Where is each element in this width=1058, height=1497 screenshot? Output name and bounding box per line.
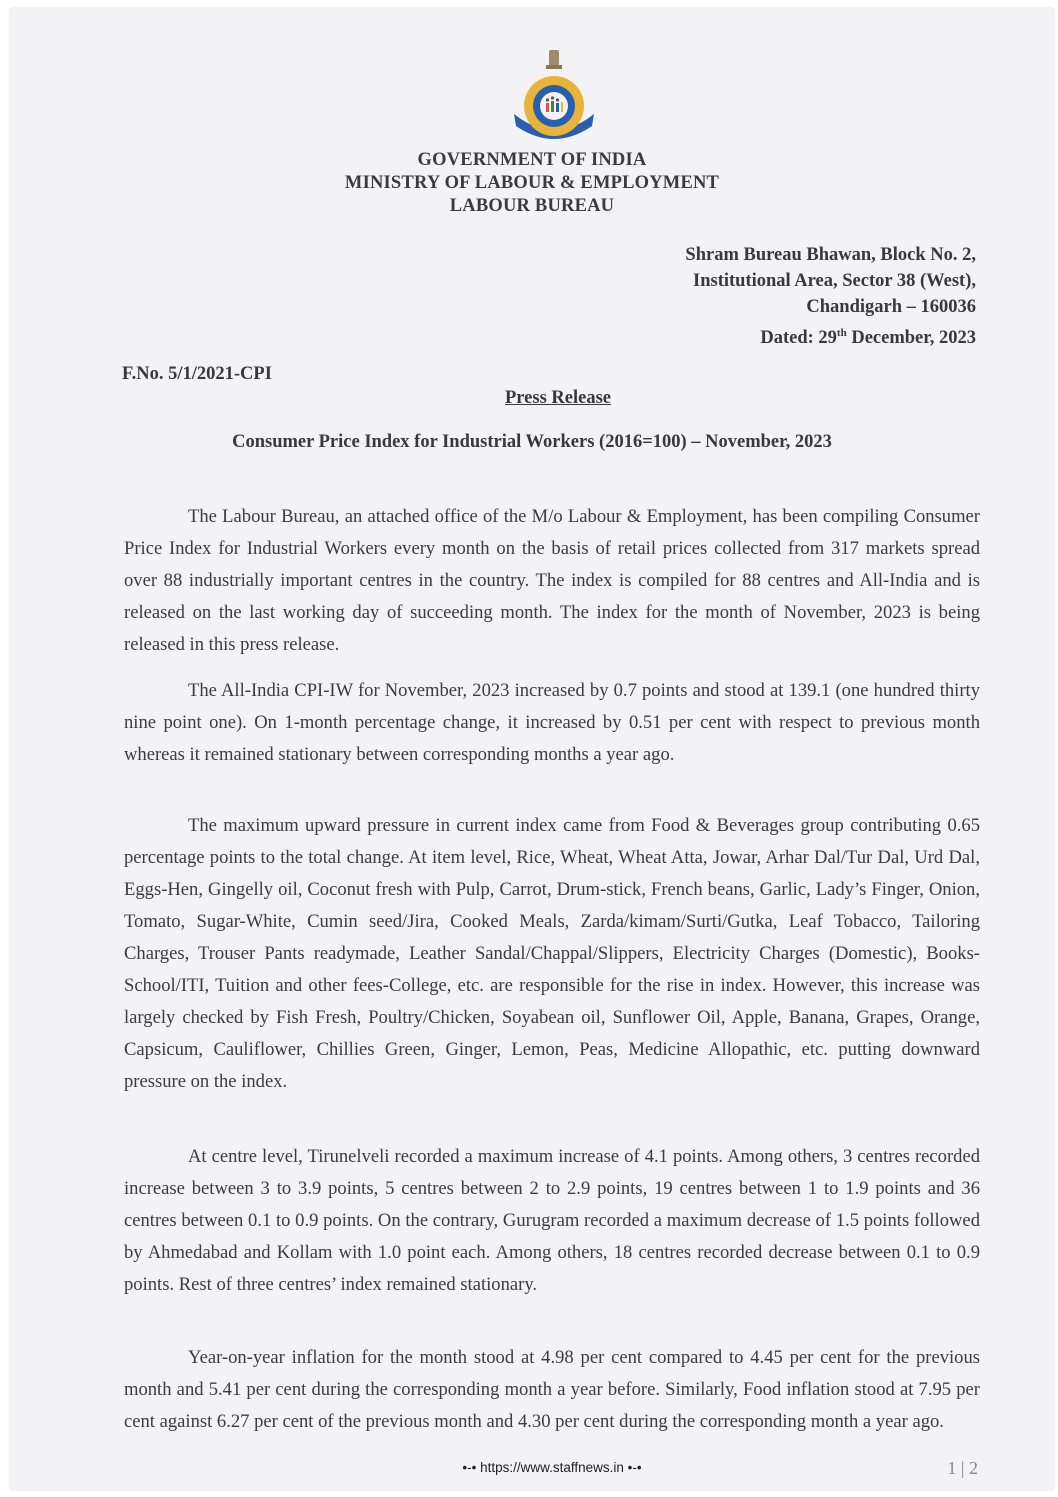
address-line-1: Shram Bureau Bhawan, Block No. 2, bbox=[685, 245, 976, 265]
header-ministry: MINISTRY OF LABOUR & EMPLOYMENT bbox=[344, 173, 720, 193]
date-prefix: Dated: 29 bbox=[760, 328, 837, 349]
press-release-heading: Press Release bbox=[505, 388, 611, 408]
paragraph-all-india-index: The All-India CPI-IW for November, 2023 increased by 0.7 points and stood at 139.1 (one hundred thirty nine point one). On 1-month percentage change, it increased by 0.51 per cent with respect to previous month whereas it remained stationary between corresponding months a year ago. bbox=[124, 679, 980, 765]
file-number: F.No. 5/1/2021-CPI bbox=[122, 364, 272, 384]
address-line-2: Institutional Area, Sector 38 (West), bbox=[693, 271, 976, 291]
footer-watermark: •-• https://www.staffnews.in •-• bbox=[462, 1460, 642, 1475]
paragraph-introduction: The Labour Bureau, an attached office of the M/o Labour & Employment, has been compiling Consumer Price Index for Industrial Workers every month on the basis of retail prices collected from 317 markets spread over 88 industrially important centres in the country. The index is compiled for 88 centres and All-India and is released on the last working day of succeeding month. The index for the month of November, 2023 is being released in this press release. bbox=[124, 505, 980, 655]
labour-bureau-emblem-icon bbox=[508, 48, 600, 148]
paragraph-centre-level: At centre level, Tirunelveli recorded a maximum increase of 4.1 points. Among others, 3 centres recorded increase between 3 to 3.9 points, 5 centres between 2 to 2.9 points, 19 centres between 1 to 1.9 points and 36 centres between 0.1 to 0.9 points. On the contrary, Gurugram recorded a maximum decrease of 1.5 points followed by Ahmedabad and Kollam with 1.0 point each. Among others, 18 centres recorded decrease between 0.1 to 0.9 points. Rest of three centres’ index remained stationary. bbox=[124, 1145, 980, 1295]
document-page bbox=[10, 8, 1054, 1490]
date-line bbox=[685, 320, 976, 351]
page-number: 1 | 2 bbox=[947, 1458, 978, 1478]
address-block bbox=[685, 242, 976, 351]
paragraph-inflation: Year-on-year inflation for the month stood at 4.98 per cent compared to 4.45 per cent for the previous month and 5.41 per cent during the corresponding month a year before. Similarly, Food inflation stood at 7.95 per cent against 6.27 per cent of the previous month and 4.30 per cent during the corresponding month a year ago. bbox=[124, 1346, 980, 1432]
date-ordinal: th bbox=[836, 327, 847, 339]
header-bureau: LABOUR BUREAU bbox=[449, 196, 615, 216]
address-line-3: Chandigarh – 160036 bbox=[806, 297, 976, 317]
header-government: GOVERNMENT OF INDIA bbox=[417, 150, 647, 170]
date-suffix: December, 2023 bbox=[846, 328, 976, 349]
paragraph-item-level: The maximum upward pressure in current index came from Food & Beverages group contributing 0.65 percentage points to the total change. At item level, Rice, Wheat, Wheat Atta, Jowar, Arhar Dal/Tur Dal, Urd Dal, Eggs-Hen, Gingelly oil, Coconut fresh with Pulp, Carrot, Drum-stick, French beans, Garlic, Lady’s Finger, Onion, Tomato, Sugar-White, Cumin seed/Jira, Cooked Meals, Zarda/kimam/Surti/Gutka, Leaf Tobacco, Tailoring Charges, Trouser Pants readymade, Leather Sandal/Chappal/Slippers, Electricity Charges (Domestic), Books-School/ITI, Tuition and other fees-College, etc. are responsible for the rise in index. However, this increase was largely checked by Fish Fresh, Poultry/Chicken, Soyabean oil, Sunflower Oil, Apple, Banana, Grapes, Orange, Capsicum, Cauliflower, Chillies Green, Ginger, Lemon, Peas, Medicine Allopathic, etc. putting downward pressure on the index. bbox=[124, 814, 980, 1092]
document-title: Consumer Price Index for Industrial Workers (2016=100) – November, 2023 bbox=[232, 432, 832, 452]
